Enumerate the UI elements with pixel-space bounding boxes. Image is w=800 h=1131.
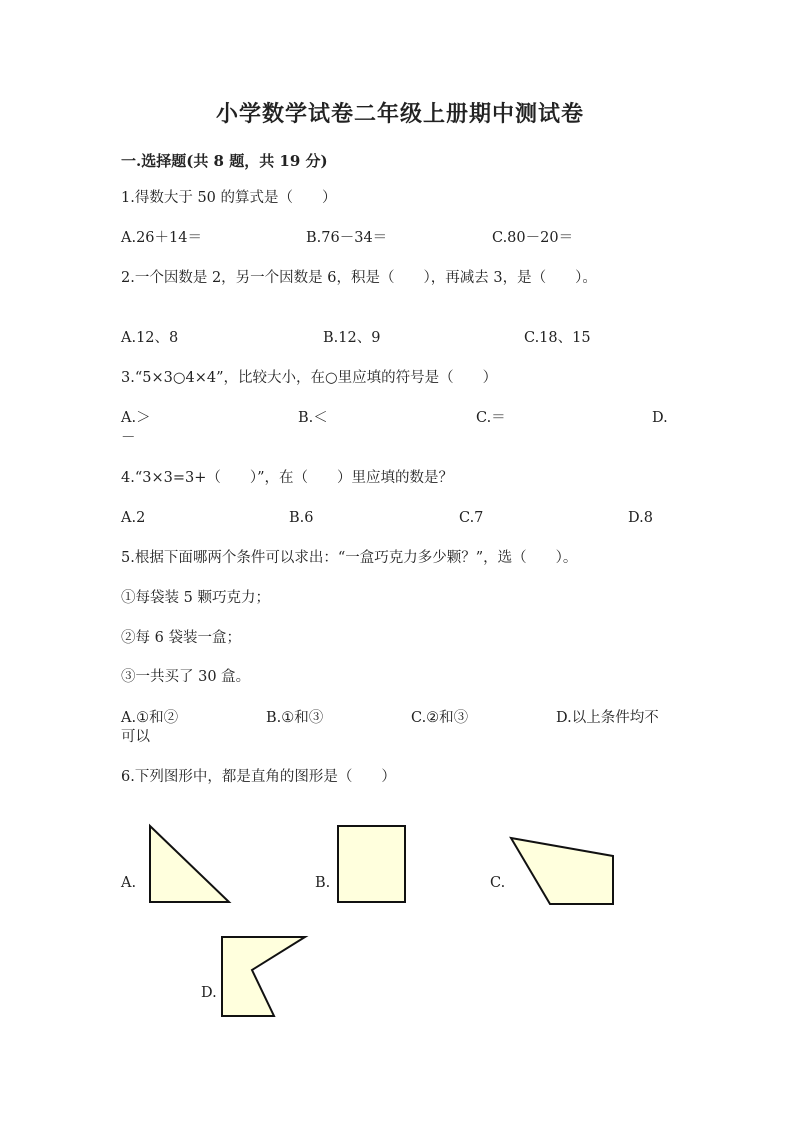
triangle-shape	[145, 822, 235, 906]
question-1-option-b[interactable]: B.76－34＝	[306, 230, 388, 246]
question-6-option-a[interactable]: A.	[121, 875, 137, 891]
section-heading: 一.选择题(共 8 题，共 19 分)	[121, 152, 328, 170]
question-4-option-c[interactable]: C.7	[459, 510, 484, 526]
question-4-option-d[interactable]: D.8	[628, 510, 653, 526]
question-1-stem: 1.得数大于 50 的算式是（ ）	[121, 190, 337, 206]
question-2-option-a[interactable]: A.12、8	[121, 330, 179, 346]
question-1-option-a[interactable]: A.26＋14＝	[121, 230, 202, 246]
triangle-polygon	[150, 826, 229, 902]
question-2-option-b[interactable]: B.12、9	[323, 330, 381, 346]
question-3-option-b[interactable]: B.＜	[298, 410, 328, 426]
page-title: 小学数学试卷二年级上册期中测试卷	[215, 101, 584, 127]
rectangle-polygon	[338, 826, 405, 902]
question-4-option-b[interactable]: B.6	[289, 510, 314, 526]
question-6-stem: 6.下列图形中，都是直角的图形是（ ）	[121, 769, 396, 785]
question-2-stem: 2.一个因数是 2，另一个因数是 6，积是（ ），再减去 3，是（ ）。	[121, 270, 597, 286]
question-5-condition-2: ②每 6 袋装一盒；	[121, 630, 241, 646]
question-4-option-a[interactable]: A.2	[121, 510, 146, 526]
notched-polygon	[222, 937, 305, 1016]
question-3-option-d-value: －	[121, 430, 136, 446]
rectangle-shape	[334, 822, 410, 906]
question-5-option-d-continued: 可以	[121, 729, 150, 745]
question-2-option-c[interactable]: C.18、15	[524, 330, 591, 346]
question-3-stem: 3.“5×3○4×4”，比较大小，在○里应填的符号是（ ）	[121, 370, 498, 386]
notched-shape	[218, 933, 310, 1021]
question-5-condition-3: ③一共买了 30 盒。	[121, 669, 251, 685]
question-4-stem: 4.“3×3=3+（ ）”，在（ ）里应填的数是？	[121, 470, 454, 486]
question-6-option-d[interactable]: D.	[201, 985, 217, 1001]
question-5-option-b[interactable]: B.①和③	[266, 710, 324, 726]
question-5-option-a[interactable]: A.①和②	[121, 710, 179, 726]
question-5-condition-1: ①每袋装 5 颗巧克力；	[121, 590, 270, 606]
question-3-option-a[interactable]: A.＞	[121, 410, 151, 426]
question-6-option-c[interactable]: C.	[490, 875, 506, 891]
question-5-stem: 5.根据下面哪两个条件可以求出：“一盒巧克力多少颗？”，选（ ）。	[121, 550, 578, 566]
trapezoid-polygon	[511, 838, 613, 904]
question-5-option-c[interactable]: C.②和③	[411, 710, 469, 726]
trapezoid-shape	[508, 834, 618, 908]
question-5-option-d[interactable]: D.以上条件均不	[556, 710, 659, 726]
question-3-option-c[interactable]: C.＝	[476, 410, 506, 426]
question-3-option-d[interactable]: D.	[652, 410, 668, 426]
question-1-option-c[interactable]: C.80－20＝	[492, 230, 574, 246]
question-6-option-b[interactable]: B.	[315, 875, 331, 891]
